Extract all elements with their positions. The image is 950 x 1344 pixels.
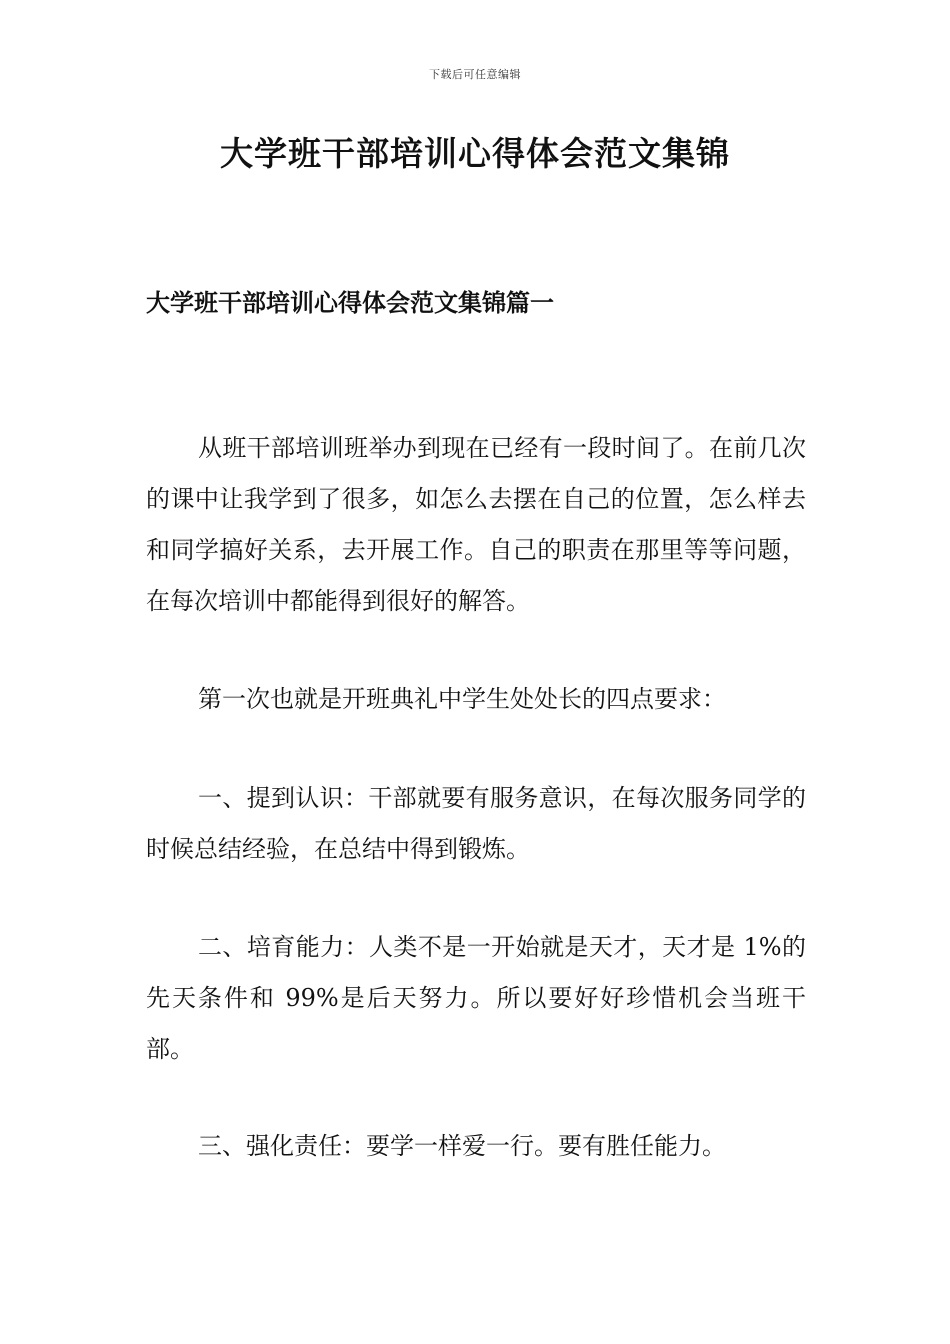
header-note: 下载后可任意编辑 [429,68,521,81]
paragraph-requirements-lead: 第一次也就是开班典礼中学生处处长的四点要求： [198,685,726,713]
paragraph-point-one: 一、提到认识：干部就要有服务意识，在每次服务同学的时候总结经验，在总结中得到锻炼。 [146,784,806,863]
document-title: 大学班干部培训心得体会范文集锦 [220,134,730,173]
paragraph-intro: 从班干部培训班举办到现在已经有一段时间了。在前几次的课中让我学到了很多，如怎么去摆在自己的位置，怎么样去和同学搞好关系，去开展工作。自己的职责在那里等等问题，在每次培训中都能得到很好的解答。 [146,434,806,615]
paragraph-point-two: 二、培育能力：人类不是一开始就是天才，天才是 1%的先天条件和 99%是后天努力。所以要好好珍惜机会当班干部。 [146,933,806,1063]
section-heading: 大学班干部培训心得体会范文集锦篇一 [146,289,554,317]
paragraph-point-three: 三、强化责任：要学一样爱一行。要有胜任能力。 [198,1132,726,1160]
